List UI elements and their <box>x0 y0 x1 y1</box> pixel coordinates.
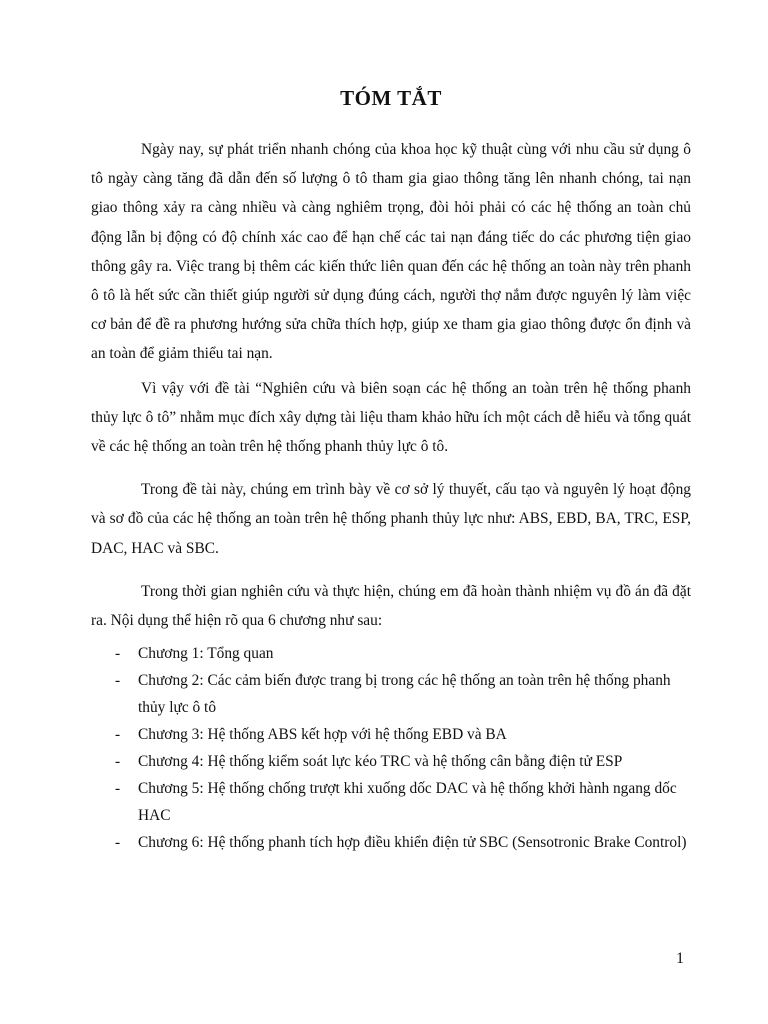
list-dash: - <box>115 645 121 663</box>
chapter-label: Chương 3: Hệ thống ABS kết hợp với hệ thống EBD và BA <box>138 726 507 744</box>
chapter-item-1 <box>91 640 691 667</box>
chapter-item-6 <box>91 829 691 856</box>
list-dash: - <box>115 753 121 771</box>
chapter-label: Chương 1: Tổng quan <box>138 645 274 663</box>
document-title: TÓM TẮT <box>340 86 442 110</box>
page-number: 1 <box>676 950 684 967</box>
paragraph-intro: Ngày nay, sự phát triển nhanh chóng của khoa học kỹ thuật cùng với nhu cầu sử dụng ô tô ngày càng tăng đã dẫn đến số lượng ô tô tham gia giao thông tăng lên nhanh chóng, tai nạn giao thông xảy ra càng nhiều và càng nghiêm trọng, đòi hỏi phải có các hệ thống an toàn chủ động lẫn bị động có độ chính xác cao để hạn chế các tai nạn đáng tiếc do các phương tiện giao thông gây ra. Việc trang bị thêm các kiến thức liên quan đến các hệ thống an toàn này trên phanh ô tô là hết sức cần thiết giúp người sử dụng đúng cách, người thợ nắm được nguyên lý làm việc cơ bản để đề ra phương hướng sửa chữa thích hợp, giúp xe tham gia giao thông được ổn định và an toàn để giảm thiểu tai nạn. <box>91 141 691 363</box>
paragraph-chapters-intro: Trong thời gian nghiên cứu và thực hiện, chúng em đã hoàn thành nhiệm vụ đồ án đã đặt ra. Nội dụng thể hiện rõ qua 6 chương như sau: <box>91 582 691 630</box>
chapter-item-3 <box>91 721 691 748</box>
chapter-label: Chương 5: Hệ thống chống trượt khi xuống dốc DAC và hệ thống khởi hành ngang dốc HAC <box>138 780 677 825</box>
chapter-list <box>91 640 691 856</box>
chapter-label: Chương 6: Hệ thống phanh tích hợp điều khiển điện tử SBC (Sensotronic Brake Control) <box>138 834 687 852</box>
list-dash: - <box>115 780 121 798</box>
chapter-label: Chương 2: Các cảm biến được trang bị trong các hệ thống an toàn trên hệ thống phanh thủy lực ô tô <box>138 672 671 717</box>
chapter-item-2 <box>91 667 691 721</box>
chapter-item-4 <box>91 748 691 775</box>
chapter-label: Chương 4: Hệ thống kiểm soát lực kéo TRC và hệ thống cân bằng điện tử ESP <box>138 753 623 771</box>
list-dash: - <box>115 672 121 690</box>
chapter-item-5 <box>91 775 691 829</box>
paragraph-topic: Vì vậy với đề tài “Nghiên cứu và biên soạn các hệ thống an toàn trên hệ thống phanh thủy lực ô tô” nhằm mục đích xây dựng tài liệu tham khảo hữu ích một cách dễ hiểu và tổng quát về các hệ thống an toàn trên hệ thống phanh thủy lực ô tô. <box>91 379 691 456</box>
document-page <box>91 86 691 856</box>
list-dash: - <box>115 726 121 744</box>
list-dash: - <box>115 834 121 852</box>
paragraph-content: Trong đề tài này, chúng em trình bày về cơ sở lý thuyết, cấu tạo và nguyên lý hoạt động và sơ đồ của các hệ thống an toàn trên hệ thống phanh thủy lực như: ABS, EBD, BA, TRC, ESP, DAC, HAC và SBC. <box>91 481 691 557</box>
